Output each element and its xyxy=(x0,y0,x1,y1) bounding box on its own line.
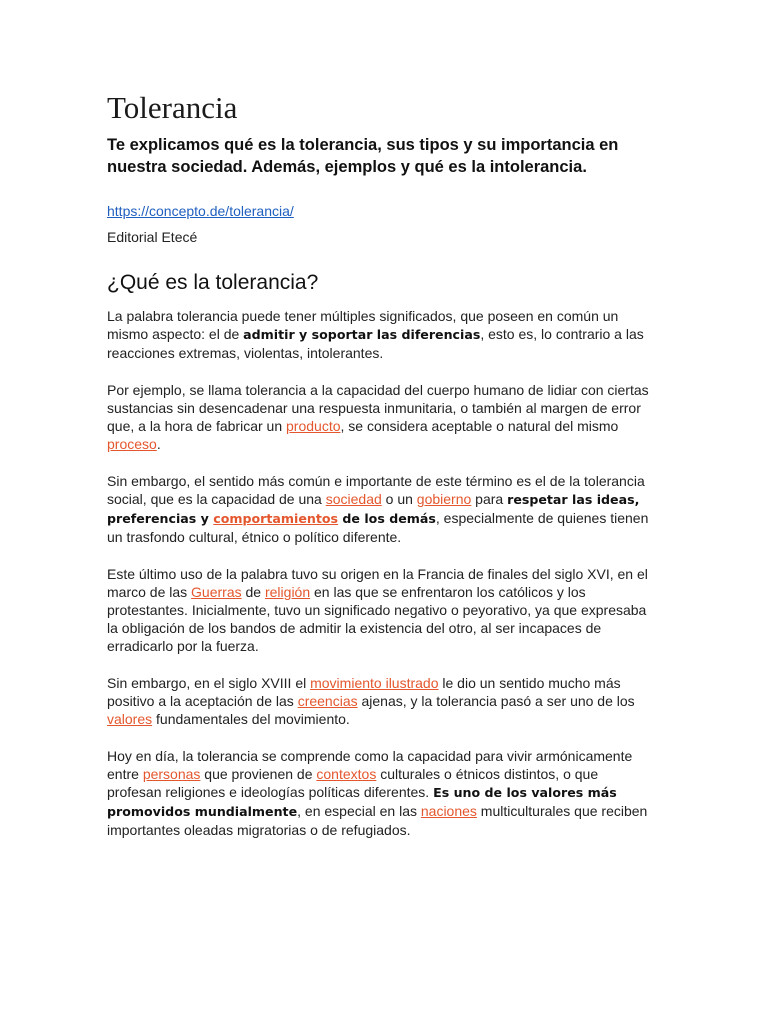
paragraph-text: Hoy en día, la tolerancia se comprende como la capacidad para vivir armónicamente entre xyxy=(107,748,633,782)
paragraph-2 xyxy=(107,381,652,453)
paragraph-text: Sin embargo, en el siglo XVIII el xyxy=(107,675,311,691)
link-producto[interactable]: producto xyxy=(286,418,341,434)
paragraph-4 xyxy=(107,565,652,655)
link-sociedad[interactable]: sociedad xyxy=(325,491,382,507)
document-subtitle: Te explicamos qué es la tolerancia, sus tipos y su importancia en nuestra sociedad. Además, ejemplos y qué es la intolerancia. xyxy=(107,136,619,176)
paragraph-5 xyxy=(107,674,652,728)
link-comportamientos[interactable]: comportamientos xyxy=(213,511,339,526)
publisher-name: Editorial Etecé xyxy=(107,229,198,245)
link-naciones[interactable]: naciones xyxy=(420,803,477,819)
link-gobierno[interactable]: gobierno xyxy=(416,491,472,507)
paragraph-text: culturales o étnicos distintos, o que profesan religiones e ideologías políticas diferentes. xyxy=(107,766,599,800)
link-movimiento-ilustrado[interactable]: movimiento ilustrado xyxy=(310,675,439,691)
paragraph-text: le dio un sentido mucho más positivo a la aceptación de las xyxy=(107,675,621,709)
paragraph-text: fundamentales del movimiento. xyxy=(152,711,350,727)
link-religion[interactable]: religión xyxy=(264,584,311,600)
paragraph-1 xyxy=(107,307,652,362)
link-contextos[interactable]: contextos xyxy=(316,766,377,782)
paragraph-text: o un xyxy=(381,491,417,507)
paragraph-6 xyxy=(107,747,652,839)
paragraph-text: , en especial en las xyxy=(297,803,421,819)
link-proceso[interactable]: proceso xyxy=(107,436,157,452)
paragraph-text: que provienen de xyxy=(200,766,317,782)
link-guerras[interactable]: Guerras xyxy=(191,584,242,600)
bold-text: admitir y soportar las diferencias xyxy=(243,327,481,342)
paragraph-text: . xyxy=(156,436,161,452)
bold-text-part: respetar las ideas, preferencias y xyxy=(107,492,640,526)
paragraph-text: en las que se enfrentaron los católicos y los protestantes. Inicialmente, tuvo un significado negativo o peyorativo, ya que expresaba la obligación de los bandos de admitir la existencia del otro, al ser incapaces de erradicarlo por la fuerza. xyxy=(107,584,647,654)
document-page xyxy=(107,88,667,839)
paragraph-text: , especialmente de quienes tienen un trasfondo cultural, étnico o político diferente. xyxy=(107,510,649,545)
link-creencias[interactable]: creencias xyxy=(297,693,358,709)
paragraph-text: ajenas, y la tolerancia pasó a ser uno de los xyxy=(357,693,635,709)
section-heading: ¿Qué es la tolerancia? xyxy=(107,271,319,294)
paragraph-3 xyxy=(107,472,652,546)
paragraph-text: multiculturales que reciben importantes oleadas migratorias o de refugiados. xyxy=(107,803,648,838)
paragraph-text: Este último uso de la palabra tuvo su origen en la Francia de finales del siglo XVI, en el marco de las xyxy=(107,566,648,600)
document-title: Tolerancia xyxy=(107,90,238,125)
paragraph-text: La palabra tolerancia puede tener múltiples significados, que poseen en común un mismo aspecto: el de xyxy=(107,308,619,342)
paragraph-text: , esto es, lo contrario a las reacciones extremas, violentas, intolerantes. xyxy=(107,326,644,361)
source-link[interactable]: https://concepto.de/tolerancia/ xyxy=(107,203,294,219)
bold-text: Es uno de los valores más promovidos mundialmente xyxy=(107,785,617,819)
paragraph-text: para xyxy=(471,491,508,507)
paragraph-text: , se considera aceptable o natural del mismo xyxy=(340,418,619,434)
link-valores[interactable]: valores xyxy=(107,711,153,727)
paragraph-text: de xyxy=(241,584,265,600)
link-personas[interactable]: personas xyxy=(142,766,201,782)
paragraph-text: Sin embargo, el sentido más común e importante de este término es el de la tolerancia social, que es la capacidad de una xyxy=(107,473,645,507)
paragraph-text: Por ejemplo, se llama tolerancia a la capacidad del cuerpo humano de lidiar con ciertas sustancias sin desencadenar una respuesta inmunitaria, o también al margen de error que, a la hora de fabricar un xyxy=(107,382,649,434)
bold-text-part: de los demás xyxy=(338,511,436,526)
